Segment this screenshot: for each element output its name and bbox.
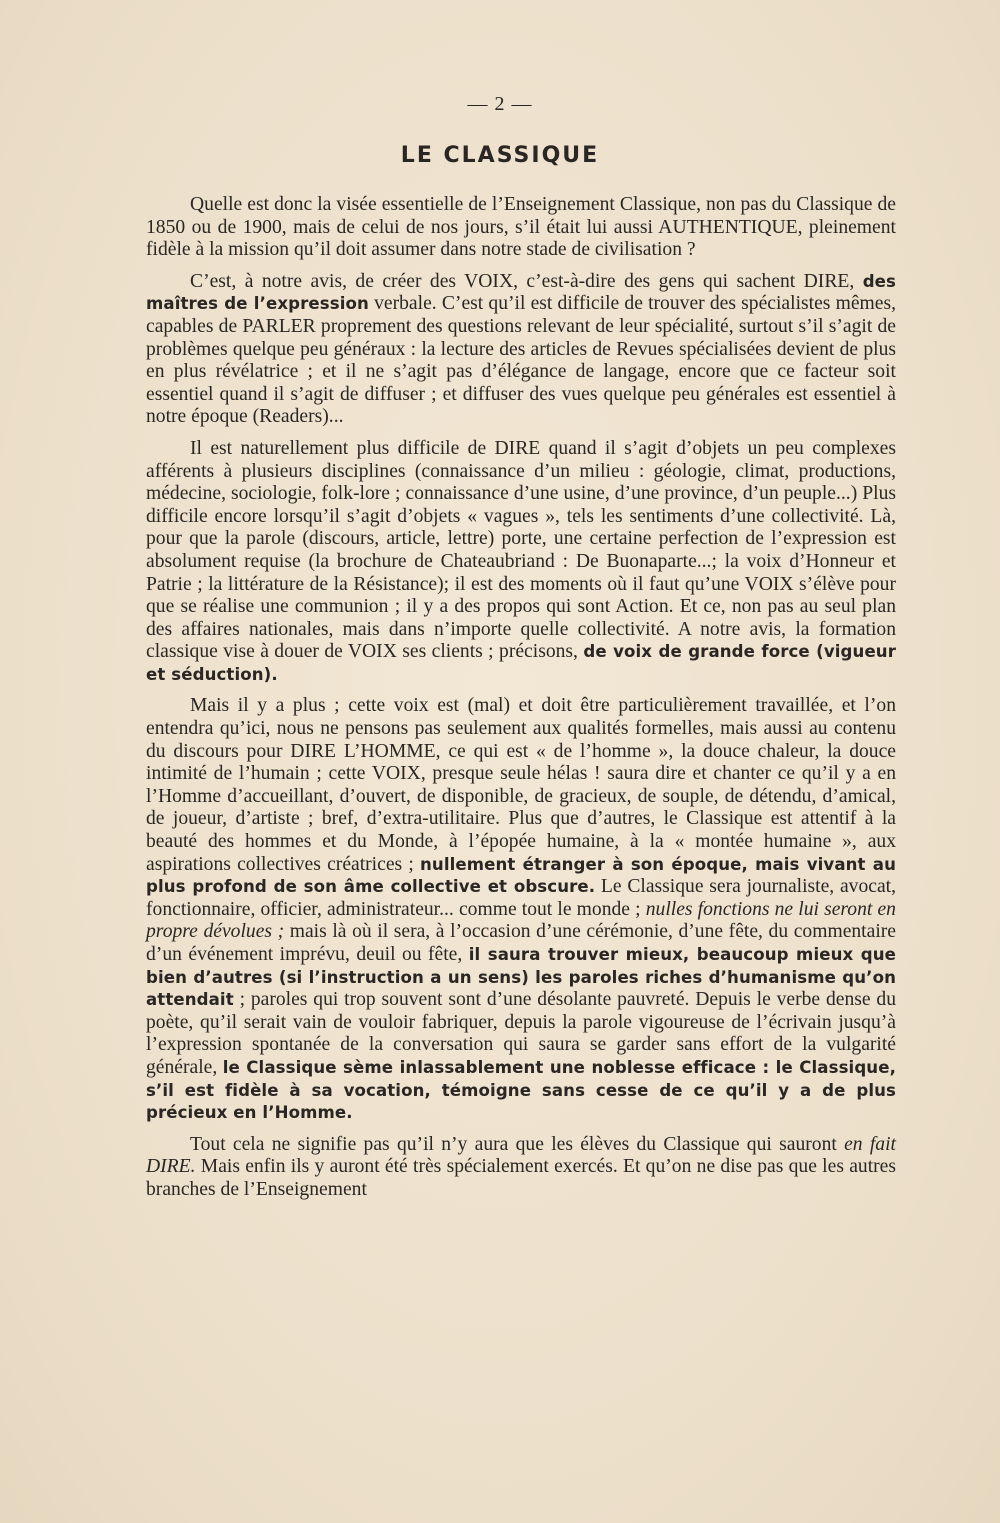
text-run: mais là où il sera, à l’occasion d’une cérémonie, d’une fête, du commentaire d’un événement imprévu, deuil ou fête, bbox=[146, 921, 896, 965]
text-run: Tout cela ne signifie pas qu’il n’y aura que les élèves du Classique qui sauront bbox=[190, 1133, 845, 1155]
paragraph-4 bbox=[146, 695, 896, 1124]
bold-run: de voix de grande force (vigueur et séduction). bbox=[146, 642, 897, 684]
paragraph-1 bbox=[146, 194, 896, 262]
paragraph-5 bbox=[146, 1134, 896, 1202]
text-run: Il est naturellement plus difficile de DIRE quand il s’agit d’objets un peu complexes afférents à plusieurs disciplines (connaissance d’un milieu : géologie, climat, productions, médecine, sociologie, folk-lore ; connaissance d’une usine, d’une province, d’un peuple...) Plus difficile encore lorsqu’il s’agit d’objets « vagues », tels les sentiments d’une collectivité. Là, pour que la parole (discours, article, lettre) porte, une certaine perfection de l’expression est absolument requise (la brochure de Chateaubriand : De Buonaparte...; la voix d’Honneur et Patrie ; la littérature de la Résistance); il est des moments où il faut qu’une VOIX s’élève pour que se réalise une communion ; il y a des propos qui sont Action. Et ce, non pas au seul plan des affaires nationales, mais dans n’importe quelle collectivité. A notre avis, la formation classique vise à douer de VOIX ses clients ; précisons, bbox=[146, 437, 896, 663]
text-run: Mais il y a plus ; cette voix est (mal) et doit être particulièrement travaillée, et l’on entendra qu’ici, nous ne pensons pas seulement aux qualités formelles, mais aussi au contenu du discours pour DIRE L’HOMME, ce qui est « de l’homme », la douce chaleur, la douce intimité de l’humain ; cette VOIX, presque seule hélas ! saura dire et chanter ce qu’il y a en l’Homme d’accueillant, d’ouvert, de disponible, de gracieux, de souple, de détendu, d’amical, de joueur, d’artiste ; bref, d’extra-utilitaire. Plus que d’autres, le Classique est attentif à la beauté des hommes et du Monde, à l’épopée humaine, à la « montée humaine », aux aspirations collectives créatrices ; bbox=[146, 695, 896, 875]
text-run: ; paroles qui trop souvent sont d’une désolante pauvreté. Depuis le verbe dense du poète, qu’il serait vain de vouloir fabriquer, depuis la parole vigoureuse de l’écrivain jusqu’à l’expression spontanée de la conversation qui saura se garder sans effort de la vulgarité générale, bbox=[146, 989, 896, 1078]
bold-run: il saura trouver mieux, beaucoup mieux que bien d’autres (si l’instruction a un sens) les paroles riches d’humanisme qu’on attendait bbox=[146, 945, 896, 1010]
page-number: — 2 — bbox=[467, 93, 533, 115]
text-run: C’est, à notre avis, de créer des VOIX, c’est-à-dire des gens qui sachent DIRE, bbox=[190, 270, 863, 292]
bold-run: nullement étranger à son époque, mais vivant au plus profond de son âme collective et obscure. bbox=[146, 854, 896, 897]
italic-run: en fait DIRE. bbox=[146, 1133, 896, 1178]
bold-run: des maîtres de l’expression bbox=[146, 271, 896, 314]
text-run: Le Classique sera journaliste, avocat, fonctionnaire, officier, administrateur... comme tout le monde ; bbox=[146, 876, 896, 920]
paragraph-3 bbox=[146, 438, 896, 687]
paragraph-2 bbox=[146, 271, 896, 429]
article-body bbox=[146, 194, 896, 1211]
italic-run: nulles fonctions ne lui seront en propre dévolues ; bbox=[146, 898, 896, 943]
text-run: Mais enfin ils y auront été très spécialement exercés. Et qu’on ne dise pas que les autres branches de l’Enseignement bbox=[146, 1156, 896, 1200]
text-run: verbale. C’est qu’il est difficile de trouver des spécialistes mêmes, capables de PARLER proprement des questions relevant de leur spécialité, surtout s’il s’agit de problèmes quelque peu généraux : la lecture des articles de Revues spécialisées devient de plus en plus révélatrice ; et il ne s’agit pas d’élégance de langage, encore que ce facteur soit essentiel quand il s’agit de diffuser ; et diffuser des vues quelque peu générales est essentiel à notre époque (Readers)... bbox=[146, 293, 896, 428]
bold-run: le Classique sème inlassablement une noblesse efficace : le Classique, s’il est fidèle à sa vocation, témoigne sans cesse de ce qu’il y a de plus précieux en l’Homme. bbox=[146, 1057, 896, 1123]
page-title: LE CLASSIQUE bbox=[400, 143, 600, 168]
text-run: Quelle est donc la visée essentielle de l’Enseignement Classique, non pas du Classique de 1850 ou de 1900, mais de celui de nos jours, s’il était lui aussi AUTHENTIQUE, pleinement fidèle à la mission qu’il doit assumer dans notre stade de civilisation ? bbox=[146, 194, 896, 261]
